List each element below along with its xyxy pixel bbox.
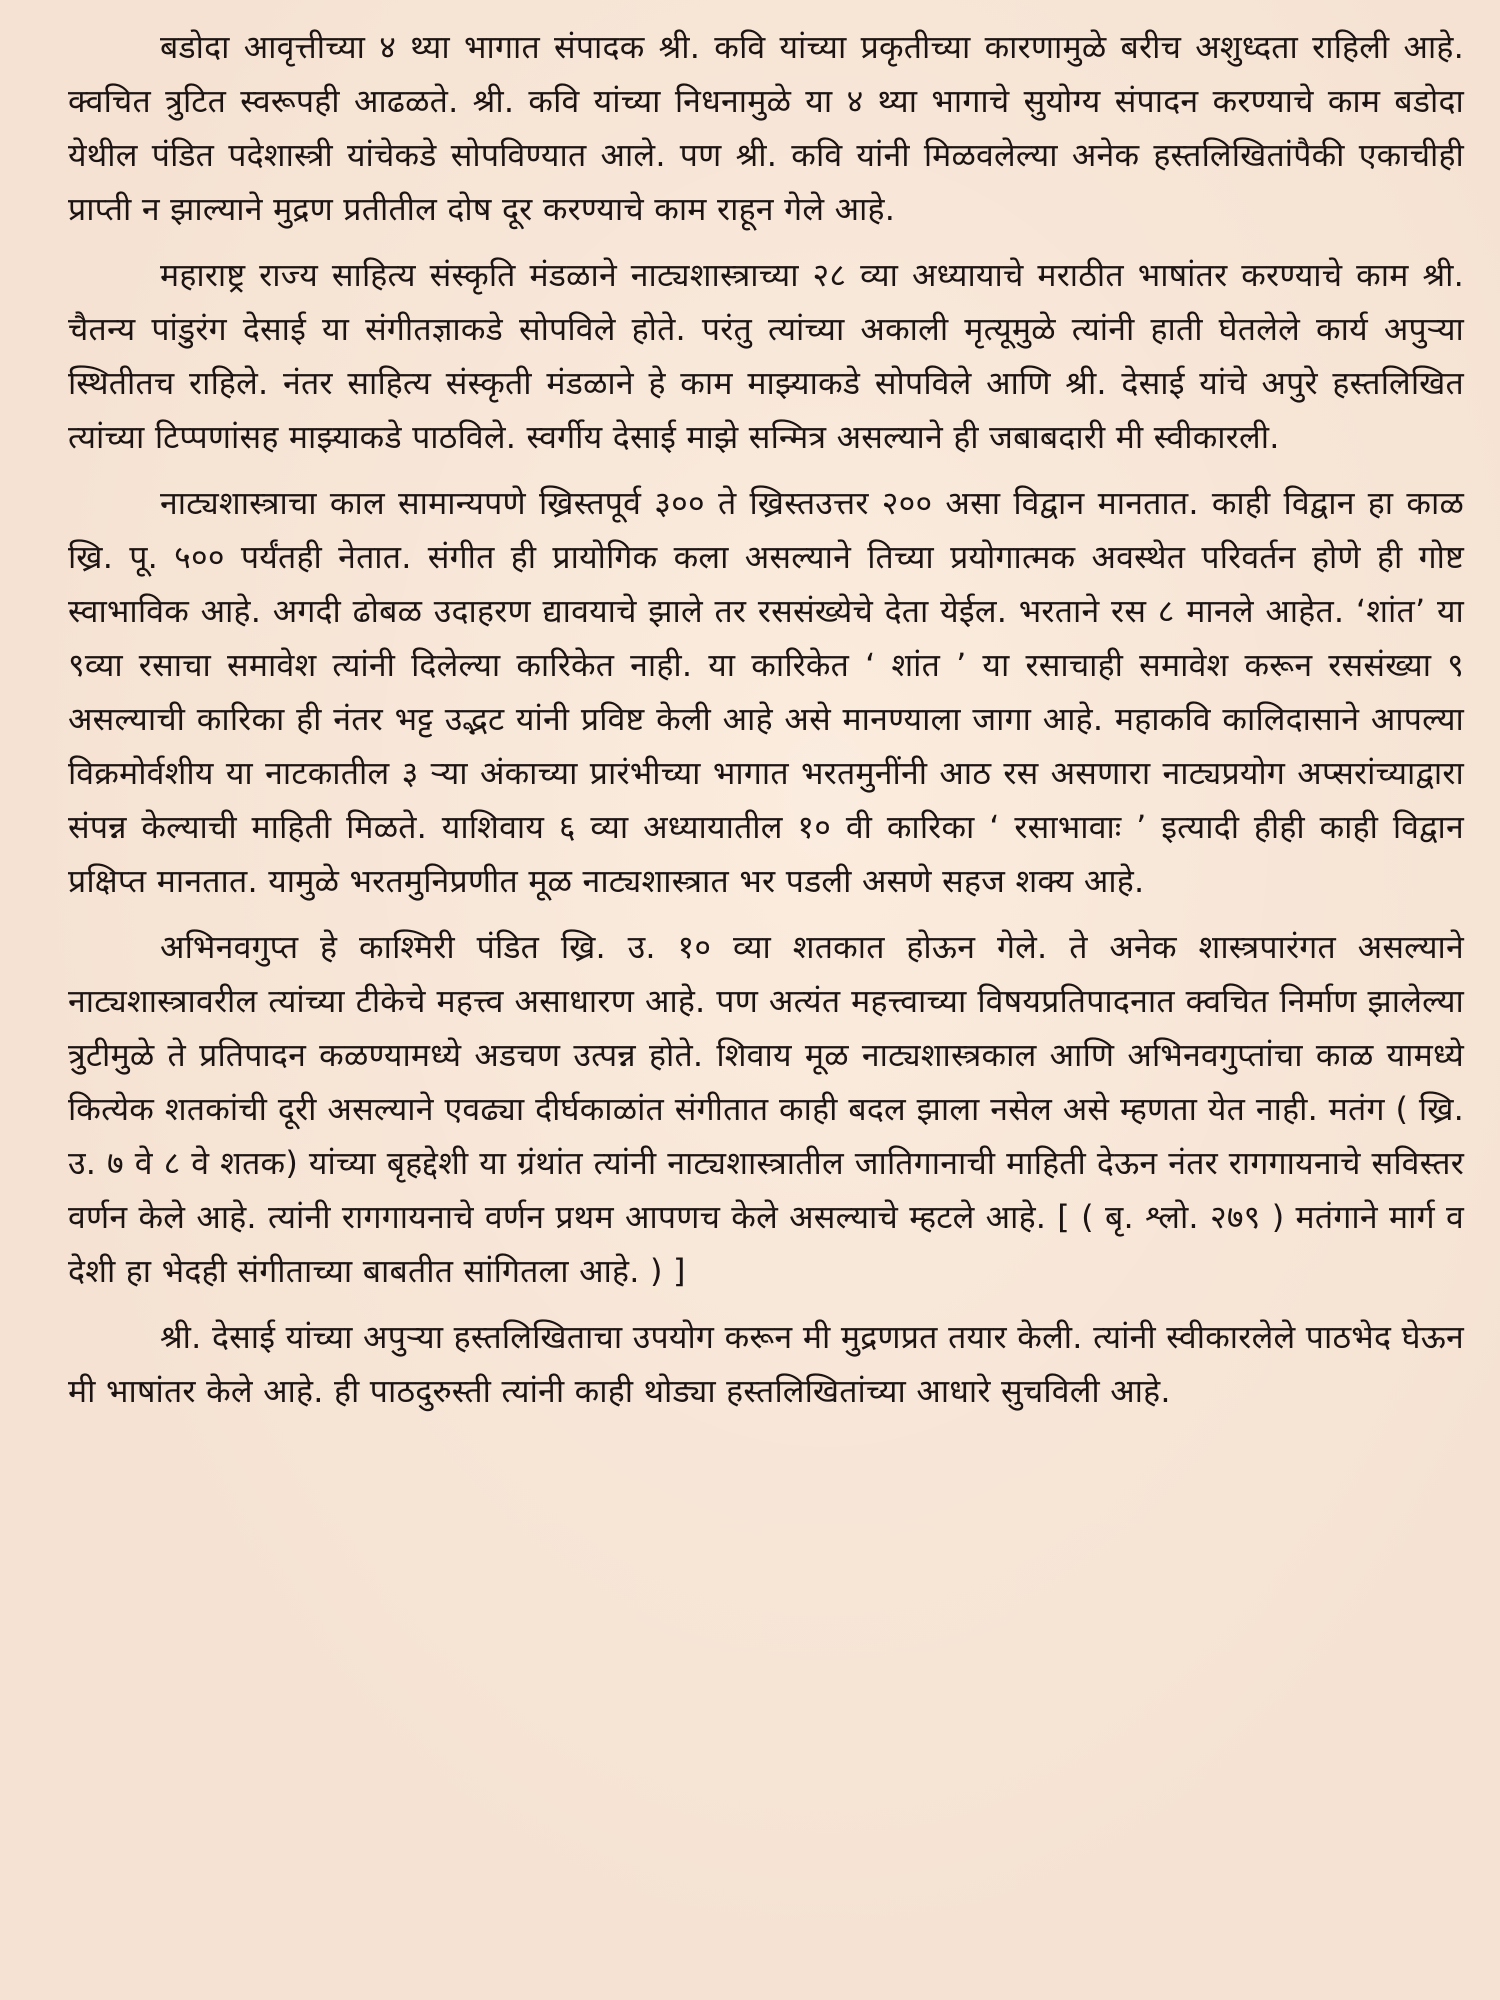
- paragraph-natyashastra-period: नाट्यशास्त्राचा काल सामान्यपणे ख्रिस्तपूर्व ३०० ते ख्रिस्तउत्तर २०० असा विद्वान मानतात. काही विद्वान हा काळ ख्रि. पू. ५०० पर्यंतही नेतात. संगीत ही प्रायोगिक कला असल्याने तिच्या प्रयोगात्मक अवस्थेत परिवर्तन होणे ही गोष्ट स्वाभाविक आहे. अगदी ढोबळ उदाहरण द्यावयाचे झाले तर रससंख्येचे देता येईल. भरताने रस ८ मानले आहेत. ‘शांत’ या ९व्या रसाचा समावेश त्यांनी दिलेल्या कारिकेत नाही. या कारिकेत ‘ शांत ’ या रसाचाही समावेश करून रससंख्या ९ असल्याची कारिका ही नंतर भट्ट उद्भट यांनी प्रविष्ट केली आहे असे मानण्याला जागा आहे. महाकवि कालिदासाने आपल्या विक्रमोर्वशीय या नाटकातील ३ ऱ्या अंकाच्या प्रारंभीच्या भागात भरतमुनींनी आठ रस असणारा नाट्यप्रयोग अप्सरांच्याद्वारा संपन्न केल्याची माहिती मिळते. याशिवाय ६ व्या अध्यायातील १० वी कारिका ‘ रसाभावाः ’ इत्यादी हीही काही विद्वान प्रक्षिप्त मानतात. यामुळे भरतमुनिप्रणीत मूळ नाट्यशास्त्रात भर पडली असणे सहज शक्य आहे.: [68, 484, 1464, 900]
- paragraph-abhinavagupta: अभिनवगुप्त हे काश्मिरी पंडित ख्रि. उ. १० व्या शतकात होऊन गेले. ते अनेक शास्त्रपारंगत असल्याने नाट्यशास्त्रावरील त्यांच्या टीकेचे महत्त्व असाधारण आहे. पण अत्यंत महत्त्वाच्या विषयप्रतिपादनात क्वचित निर्माण झालेल्या त्रुटीमुळे ते प्रतिपादन कळण्यामध्ये अडचण उत्पन्न होते. शिवाय मूळ नाट्यशास्त्रकाल आणि अभिनवगुप्तांचा काळ यामध्ये कित्येक शतकांची दूरी असल्याने एवढ्या दीर्घकाळांत संगीतात काही बदल झाला नसेल असे म्हणता येत नाही. मतंग ( ख्रि. उ. ७ वे ८ वे शतक) यांच्या बृहद्देशी या ग्रंथांत त्यांनी नाट्यशास्त्रातील जातिगानाची माहिती देऊन नंतर रागगायनाचे सविस्तर वर्णन केले आहे. त्यांनी रागगायनाचे वर्णन प्रथम आपणच केले असल्याचे म्हटले आहे. [ ( बृ. श्लो. २७९ ) मतंगाने मार्ग व देशी हा भेदही संगीताच्या बाबतीत सांगितला आहे. ) ]: [68, 928, 1464, 1290]
- paragraph-manuscript-use: श्री. देसाई यांच्या अपुऱ्या हस्तलिखिताचा उपयोग करून मी मुद्रणप्रत तयार केली. त्यांनी स्वीकारलेले पाठभेद घेऊन मी भाषांतर केले आहे. ही पाठदुरुस्ती त्यांनी काही थोड्या हस्तलिखितांच्या आधारे सुचविली आहे.: [68, 1318, 1464, 1410]
- document-body: [68, 20, 1464, 1418]
- paragraph-baroda-edition: बडोदा आवृत्तीच्या ४ थ्या भागात संपादक श्री. कवि यांच्या प्रकृतीच्या कारणामुळे बरीच अशुध्दता राहिली आहे. क्वचित त्रुटित स्वरूपही आढळते. श्री. कवि यांच्या निधनामुळे या ४ थ्या भागाचे सुयोग्य संपादन करण्याचे काम बडोदा येथील पंडित पदेशास्त्री यांचेकडे सोपविण्यात आले. पण श्री. कवि यांनी मिळवलेल्या अनेक हस्तलिखितांपैकी एकाचीही प्राप्ती न झाल्याने मुद्रण प्रतीतील दोष दूर करण्याचे काम राहून गेले आहे.: [68, 28, 1464, 228]
- paragraph-translation-work: महाराष्ट्र राज्य साहित्य संस्कृति मंडळाने नाट्यशास्त्राच्या २८ व्या अध्यायाचे मराठीत भाषांतर करण्याचे काम श्री. चैतन्य पांडुरंग देसाई या संगीतज्ञाकडे सोपविले होते. परंतु त्यांच्या अकाली मृत्यूमुळे त्यांनी हाती घेतलेले कार्य अपुऱ्या स्थितीतच राहिले. नंतर साहित्य संस्कृती मंडळाने हे काम माझ्याकडे सोपविले आणि श्री. देसाई यांचे अपुरे हस्तलिखित त्यांच्या टिप्पणांसह माझ्याकडे पाठविले. स्वर्गीय देसाई माझे सन्मित्र असल्याने ही जबाबदारी मी स्वीकारली.: [68, 256, 1464, 456]
